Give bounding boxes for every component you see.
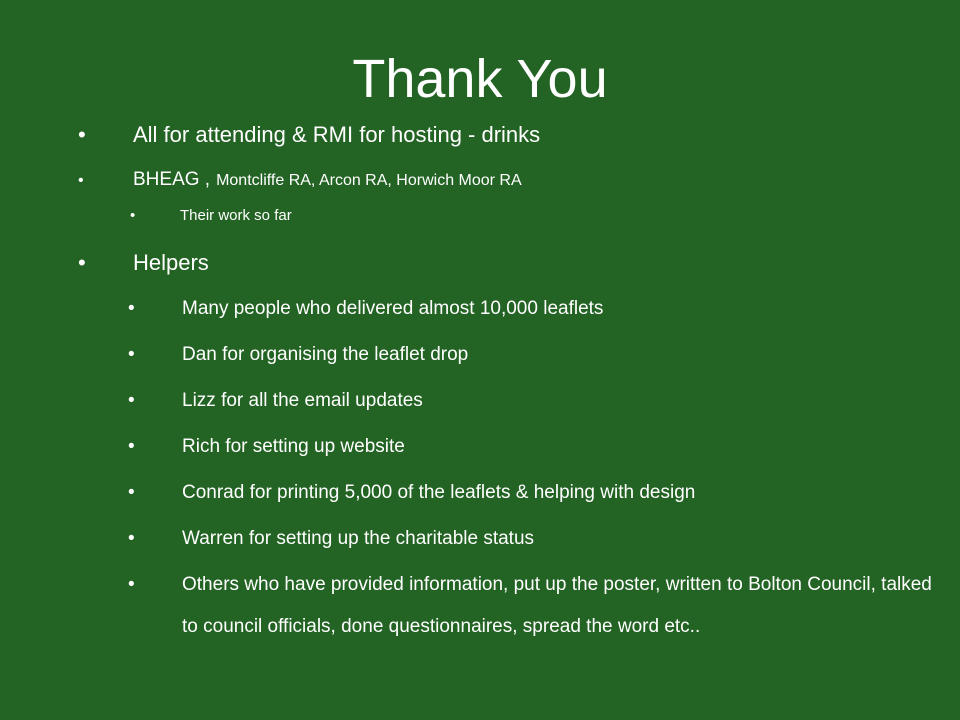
helper-item (128, 334, 468, 376)
helper-item-text: Many people who delivered almost 10,000 leaflets (182, 298, 604, 319)
bullet-icon: • (78, 250, 86, 275)
bullet-icon: • (128, 298, 135, 319)
helper-item (128, 380, 423, 422)
slide-title: Thank You (352, 49, 608, 109)
helper-item-text: Rich for setting up website (182, 436, 405, 457)
list-item-text: Montcliffe RA, Arcon RA, Horwich Moor RA (216, 172, 522, 189)
bullet-icon: • (128, 528, 135, 549)
list-item-text: Helpers (133, 250, 209, 275)
bullet-icon: • (128, 390, 135, 411)
helper-item-text: Conrad for printing 5,000 of the leaflets & helping with design (182, 482, 696, 503)
bullet-icon: • (78, 122, 86, 147)
list-item-their-work (130, 206, 292, 226)
bullet-icon: • (128, 344, 135, 365)
helper-item-text: Warren for setting up the charitable status (182, 528, 535, 549)
helper-item-text: Others who have provided information, put up the poster, written to Bolton Council, talked to council officials, done questionnaires, spread the word etc.. (182, 574, 932, 637)
list-item-groups (78, 167, 522, 194)
list-item-text: Their work so far (180, 207, 292, 224)
bullet-icon: • (128, 436, 135, 457)
bullet-icon: • (130, 207, 136, 224)
bullet-icon: • (128, 482, 135, 503)
list-item-lead: BHEAG , (133, 169, 211, 190)
helper-item-text: Dan for organising the leaflet drop (182, 344, 469, 365)
list-item-helpers (78, 249, 209, 277)
helper-item (128, 564, 952, 648)
helper-item (128, 426, 405, 468)
bullet-icon: • (78, 172, 84, 189)
helper-item (128, 472, 695, 514)
list-item-attending (78, 121, 540, 149)
list-item-text: All for attending & RMI for hosting - drinks (133, 122, 541, 147)
helper-item (128, 518, 534, 560)
bullet-icon: • (128, 574, 135, 595)
helper-item (128, 288, 603, 330)
helper-item-text: Lizz for all the email updates (182, 390, 423, 411)
